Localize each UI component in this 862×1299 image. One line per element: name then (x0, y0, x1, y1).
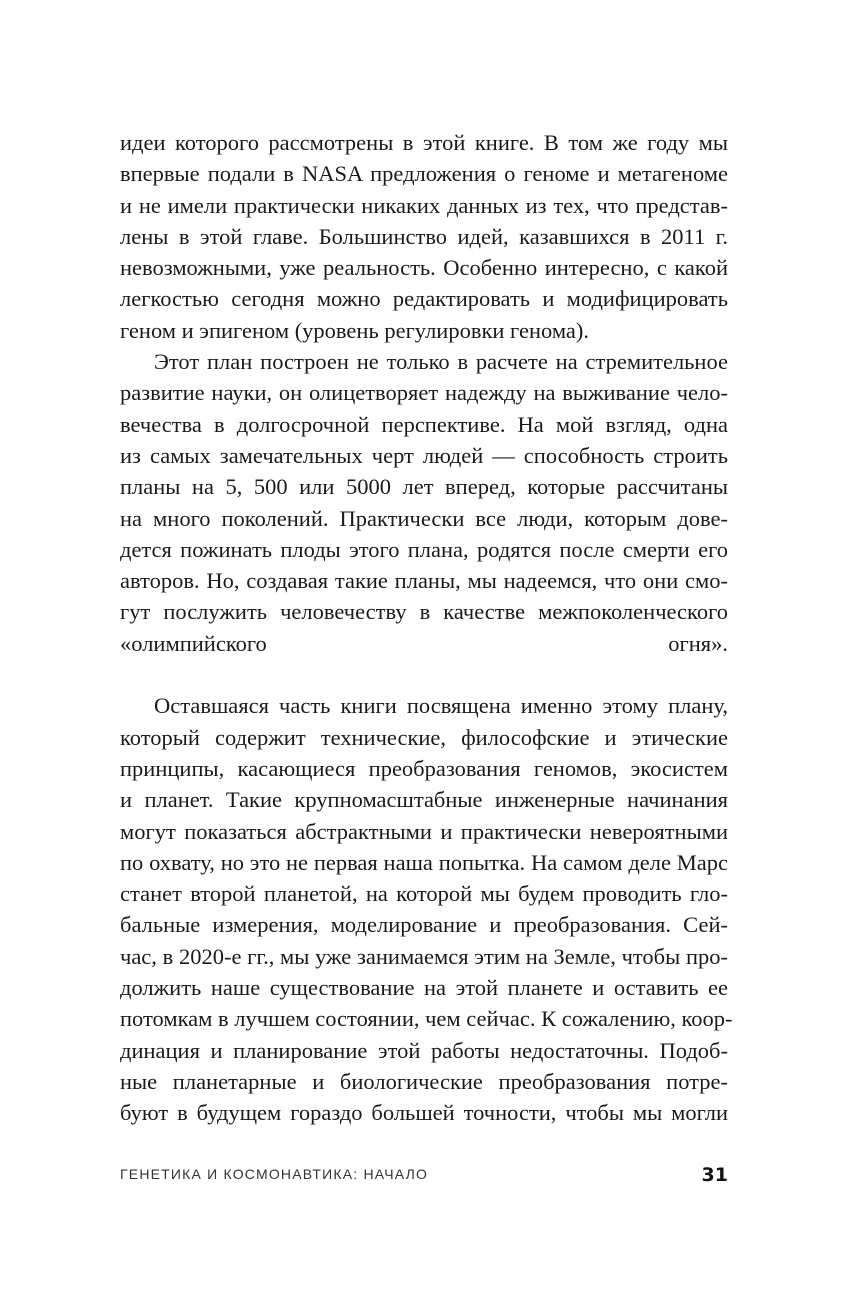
text-line: из самых замечательных черт людей — способность строить (120, 442, 728, 468)
text-line: «олимпийского огня». (120, 630, 728, 656)
text-line: гут послужить человечеству в качестве межпоколенческого (120, 599, 728, 625)
paragraph-1 (120, 127, 728, 346)
text-line: принципы, касающиеся преобразования геномов, экосистем (120, 755, 728, 781)
text-line: и планет. Такие крупномасштабные инженерные начинания (120, 787, 728, 813)
text-line: могут показаться абстрактными и практически невероятными (120, 818, 728, 844)
page-body (120, 127, 733, 1129)
text-line: легкостью сегодня можно редактировать и модифицировать (120, 286, 728, 312)
paragraph-3 (120, 690, 733, 1128)
paragraph-2 (120, 346, 728, 690)
text-line: и не имели практически никаких данных из тех, что представ- (120, 192, 728, 218)
text-line: динация и планирование этой работы недостаточны. Подоб- (120, 1037, 728, 1063)
text-line: Этот план построен не только в расчете на стремительное (154, 349, 728, 375)
text-line: впервые подали в NASA предложения о геноме и метагеноме (120, 161, 728, 187)
text-line: идеи которого рассмотрены в этой книге. В том же году мы (120, 130, 728, 155)
text-line: планы на 5, 500 или 5000 лет вперед, которые рассчитаны (120, 474, 728, 500)
text-line: Оставшаяся часть книги посвящена именно этому плану, (154, 693, 728, 719)
text-line: лены в этой главе. Большинство идей, казавшихся в 2011 г. (120, 223, 728, 249)
text-line: на много поколений. Практически все люди, которым дове- (120, 505, 728, 531)
text-line: бальные измерения, моделирование и преобразования. Сей- (120, 912, 728, 938)
text-line: вечества в долгосрочной перспективе. На мой взгляд, одна (120, 411, 728, 437)
text-line: дется пожинать плоды этого плана, родятся после смерти его (120, 536, 728, 562)
page-footer (120, 1164, 728, 1188)
text-line: должить наше существование на этой планете и оставить ее (120, 975, 728, 1001)
text-line: станет второй планетой, на которой мы будем проводить гло- (120, 881, 728, 907)
text-line: потомкам в лучшем состоянии, чем сейчас. К сожалению, коор- (120, 1006, 733, 1032)
text-line: ные планетарные и биологические преобразования потре- (120, 1068, 728, 1094)
text-line: буют в будущем гораздо большей точности, чтобы мы могли (120, 1100, 728, 1126)
text-line: час, в 2020-е гг., мы уже занимаемся этим на Земле, чтобы про- (120, 943, 728, 969)
text-line: который содержит технические, философские и этические (120, 724, 728, 750)
text-line: авторов. Но, создавая такие планы, мы надеемся, что они смо- (120, 568, 728, 594)
text-line: невозможными, уже реальность. Особенно интересно, с какой (120, 255, 728, 281)
page-number: 31 (701, 1164, 728, 1186)
text-line: геном и эпигеном (уровень регулировки генома). (120, 317, 590, 343)
text-line: по охвату, но это не первая наша попытка. На самом деле Марс (120, 849, 728, 875)
text-line: развитие науки, он олицетворяет надежду на выживание чело- (120, 380, 728, 406)
text-line (120, 659, 728, 690)
running-head: ГЕНЕТИКА И КОСМОНАВТИКА: НАЧАЛО (120, 1166, 429, 1182)
